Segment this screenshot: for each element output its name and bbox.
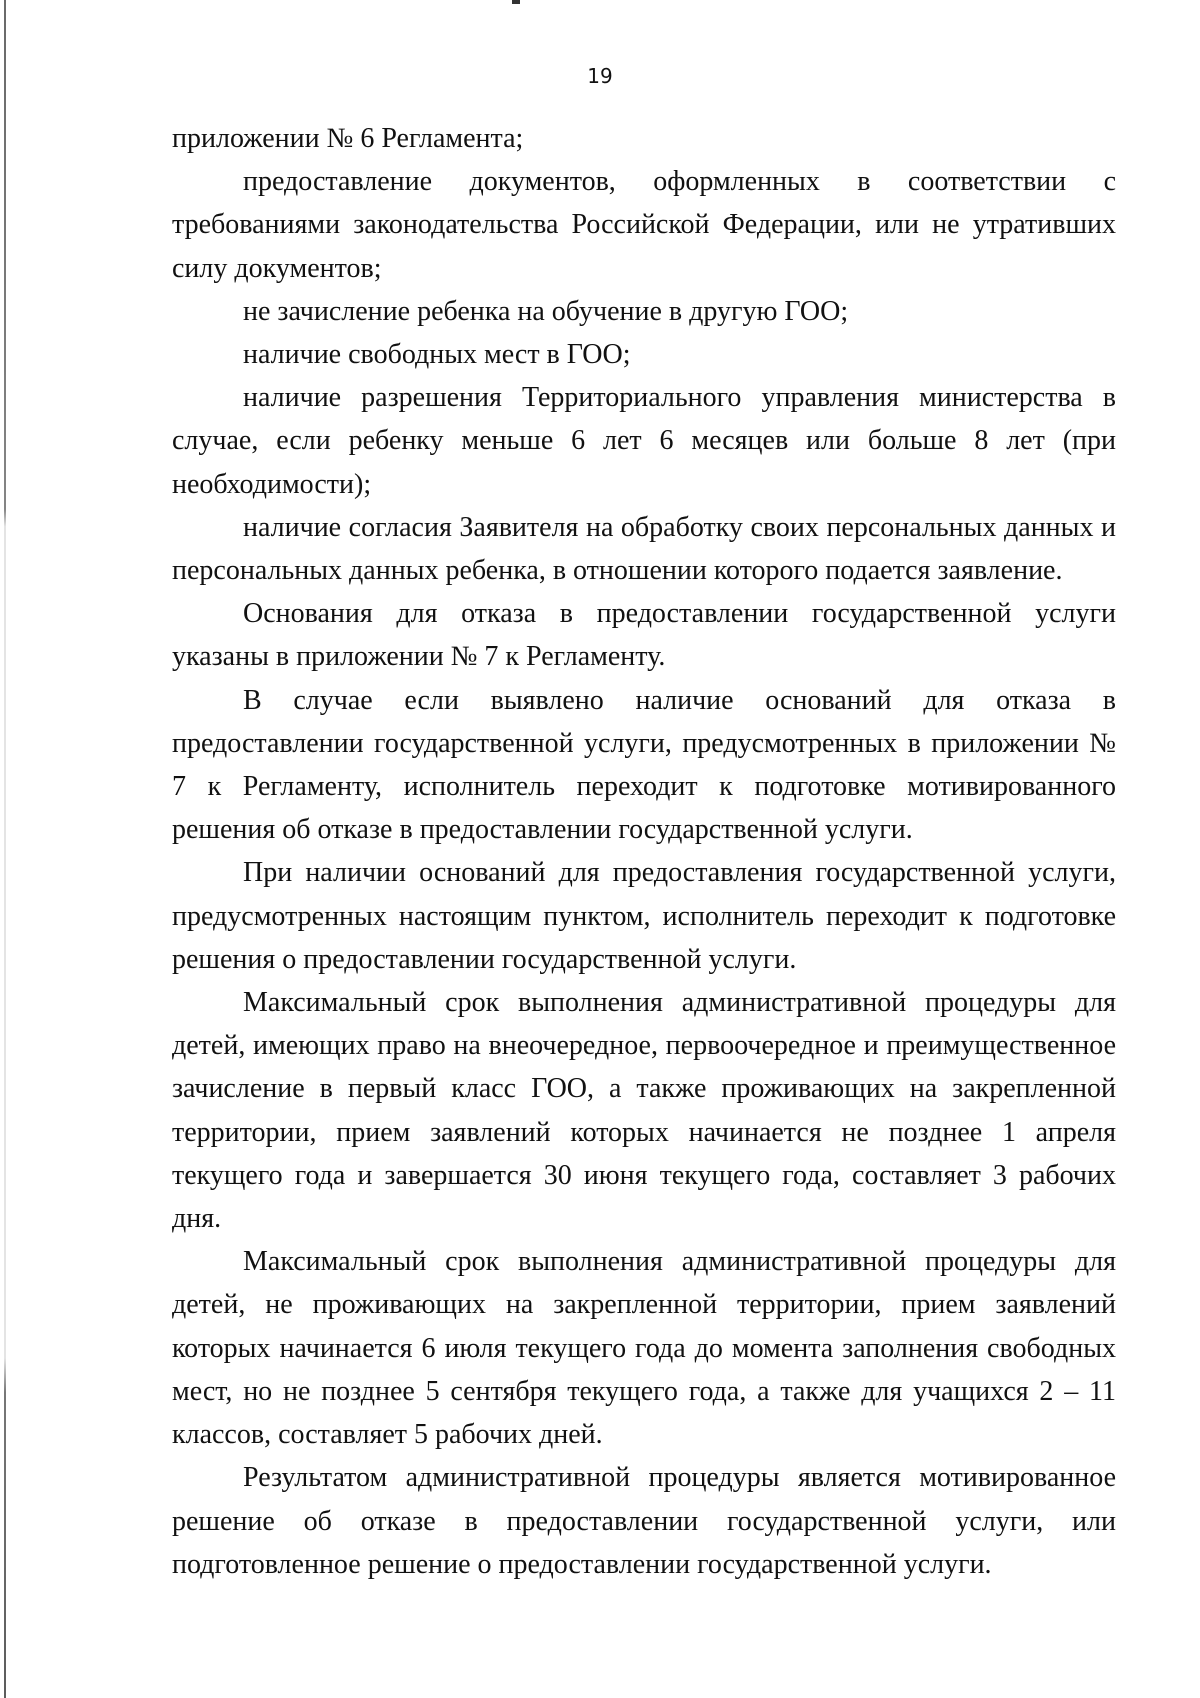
paragraph-1: приложении № 6 Регламента; — [172, 123, 524, 154]
scan-edge-top — [512, 0, 520, 4]
paragraph-4: наличие свободных мест в ГОО; — [243, 339, 631, 371]
paragraph-5: наличие разрешения Территориального управления министерства в случае, если ребенку меньше 6 лет 6 месяцев или больше 8 лет (при необходимости); — [172, 382, 1116, 500]
paragraph-11: Максимальный срок выполнения административной процедуры для детей, не проживающих на закрепленной территории, прием заявлений которых начинается 6 июля текущего года до момента заполнения свободных мест, но не позднее 5 сентября текущего года, а также для учащихся 2 – 11 классов, составляет 5 рабочих дней. — [172, 1246, 1116, 1451]
paragraph-10: Максимальный срок выполнения административной процедуры для детей, имеющих право на внеочередное, первоочередное и преимущественное зачисление в первый класс ГОО, а также проживающих на закрепленной территории, прием заявлений которых начинается не позднее 1 апреля текущего года и завершается 30 июня текущего года, составляет 3 рабочих дня. — [172, 987, 1116, 1235]
paragraph-8: В случае если выявлено наличие оснований для отказа в предоставлении государственной услуги, предусмотренных в приложении № 7 к Регламенту, исполнитель переходит к подготовке мотивированного решения об отказе в предоставлении государственной услуги. — [172, 684, 1116, 846]
paragraph-2: предоставление документов, оформленных в соответствии с требованиями законодательства Российской Федерации, или не утративших силу документов; — [172, 166, 1116, 284]
page-number: 19 — [587, 64, 613, 88]
paragraph-7: Основания для отказа в предоставлении государственной услуги указаны в приложении № 7 к Регламенту. — [172, 598, 1116, 673]
scan-edge-left — [4, 0, 6, 1698]
paragraph-6: наличие согласия Заявителя на обработку своих персональных данных и персональных данных ребенка, в отношении которого подается заявление. — [172, 511, 1116, 587]
paragraph-12: Результатом административной процедуры является мотивированное решение об отказе в предоставлении государственной услуги, или подготовленное решение о предоставлении государственной услуги. — [172, 1462, 1116, 1580]
document-body — [172, 117, 1116, 1586]
paragraph-3: не зачисление ребенка на обучение в другую ГОО; — [243, 295, 849, 327]
paragraph-9: При наличии оснований для предоставления государственной услуги, предусмотренных настоящим пунктом, исполнитель переходит к подготовке решения о предоставлении государственной услуги. — [172, 857, 1116, 975]
